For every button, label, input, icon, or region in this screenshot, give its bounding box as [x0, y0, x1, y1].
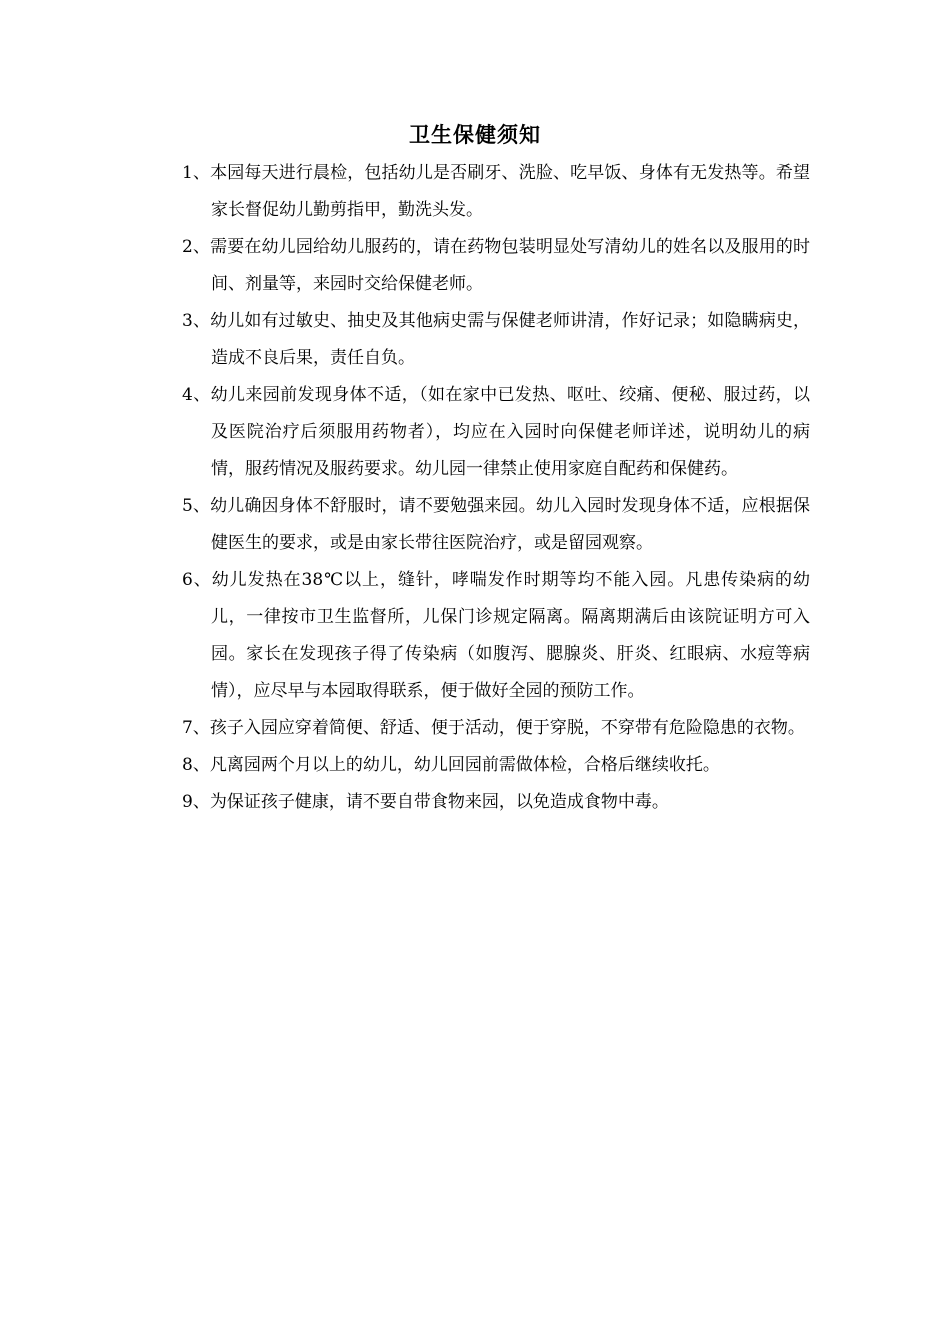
page-title: 卫生保健须知	[409, 122, 541, 147]
notice-item-1: 1、本园每天进行晨检，包括幼儿是否刷牙、洗脸、吃早饭、身体有无发热等。希望家长督促幼儿勤剪指甲，勤洗头发。	[182, 163, 810, 220]
notice-item-7: 7、孩子入园应穿着简便、舒适、便于活动，便于穿脱，不穿带有危险隐患的衣物。	[182, 718, 805, 738]
notice-item-4: 4、幼儿来园前发现身体不适，（如在家中已发热、呕吐、绞痛、便秘、服过药，以及医院治疗后须服用药物者），均应在入园时向保健老师详述，说明幼儿的病情，服药情况及服药要求。幼儿园一律禁止使用家庭自配药和保健药。	[182, 385, 810, 479]
notice-item-5: 5、幼儿确因身体不舒服时，请不要勉强来园。幼儿入园时发现身体不适，应根据保健医生的要求，或是由家长带往医院治疗，或是留园观察。	[182, 496, 810, 553]
notice-item-6: 6、幼儿发热在38℃以上，缝针，哮喘发作时期等均不能入园。凡患传染病的幼儿，一律按市卫生监督所，儿保门诊规定隔离。隔离期满后由该院证明方可入园。家长在发现孩子得了传染病（如腹泻、腮腺炎、肝炎、红眼病、水痘等病情），应尽早与本园取得联系，便于做好全园的预防工作。	[182, 570, 810, 701]
notice-item-2: 2、需要在幼儿园给幼儿服药的，请在药物包装明显处写清幼儿的姓名以及服用的时间、剂量等，来园时交给保健老师。	[182, 237, 810, 294]
notice-item-8: 8、凡离园两个月以上的幼儿，幼儿回园前需做体检，合格后继续收托。	[182, 755, 720, 775]
notice-list	[182, 155, 810, 821]
notice-item-3: 3、幼儿如有过敏史、抽史及其他病史需与保健老师讲清，作好记录；如隐瞒病史，造成不良后果，责任自负。	[182, 311, 810, 368]
notice-item-9: 9、为保证孩子健康，请不要自带食物来园，以免造成食物中毒。	[182, 792, 669, 812]
